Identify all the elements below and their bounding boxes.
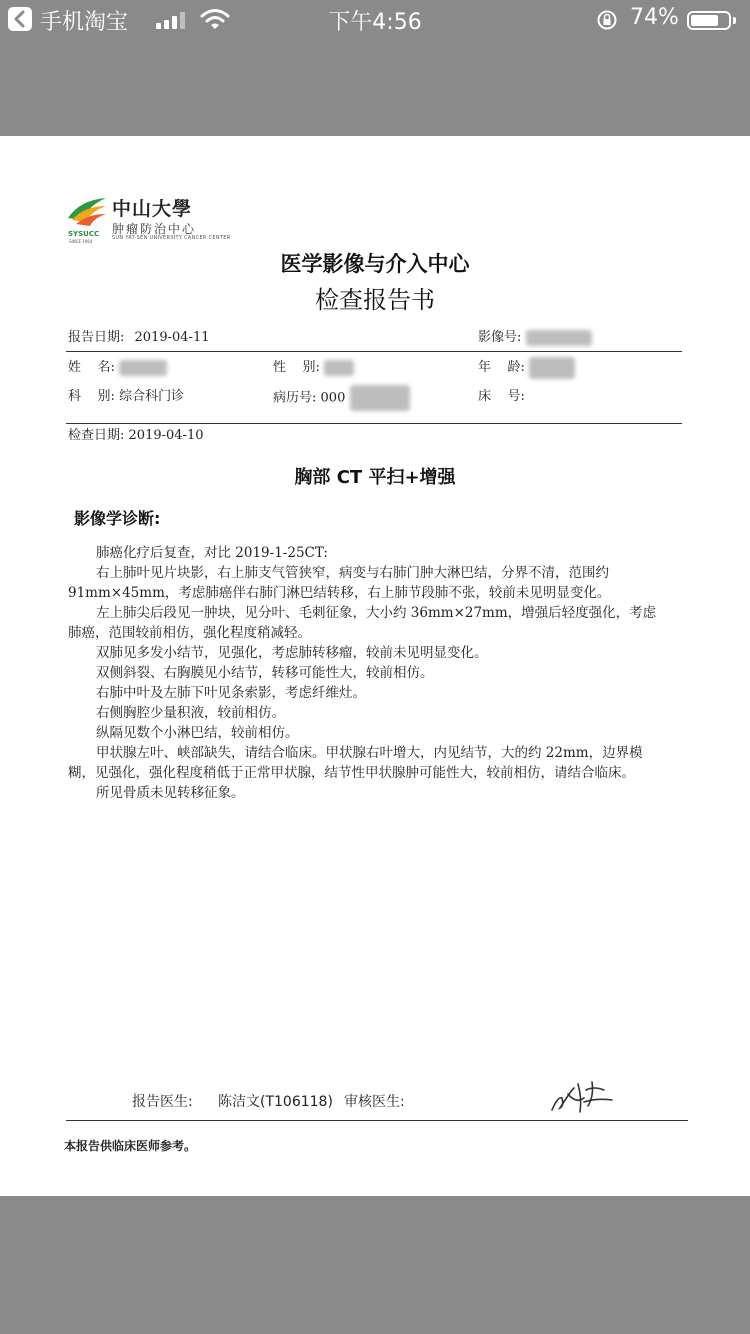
reporting-doctor-name: 陈洁文(T106118) bbox=[218, 1094, 333, 1110]
logo-center-name: 肿瘤防治中心 bbox=[112, 222, 197, 236]
clock-time: 下午4:56 bbox=[328, 10, 422, 35]
reviewing-doctor-label: 审核医生: bbox=[344, 1094, 405, 1110]
status-bar bbox=[0, 0, 750, 40]
footer-divider bbox=[66, 1120, 688, 1121]
finding-paragraph: 甲状腺左叶、峡部缺失，请结合临床。甲状腺右叶增大，内见结节，大的约 22mm，边界模糊，见强化，强化程度稍低于正常甲状腺，结节性甲状腺肿可能性大，较前相仿，请结合临床。 bbox=[68, 745, 643, 781]
hospital-emblem-icon bbox=[66, 194, 108, 230]
finding-paragraph: 右侧胸腔少量积液，较前相仿。 bbox=[96, 705, 285, 721]
header-divider-top bbox=[66, 351, 682, 352]
exam-date-field bbox=[68, 424, 203, 443]
gender-field bbox=[273, 356, 354, 376]
department-field bbox=[68, 385, 184, 404]
finding-paragraph: 左上肺尖后段见一肿块，见分叶、毛刺征象，大小约 36mm×27mm，增强后轻度强化，考虑肺癌，范围较前相仿，强化程度稍减轻。 bbox=[68, 605, 657, 641]
finding-paragraph: 所见骨质未见转移征象。 bbox=[96, 785, 245, 801]
report-document bbox=[0, 136, 750, 1196]
report-date-field bbox=[68, 326, 209, 345]
department-label: 科 别: bbox=[68, 389, 115, 404]
record-number-field bbox=[273, 385, 410, 411]
exam-date-value: 2019-04-10 bbox=[128, 428, 204, 443]
battery-icon bbox=[687, 11, 731, 30]
finding-paragraph: 右上肺叶见片块影，右上肺支气管狭窄，病变与右肺门肿大淋巴结，分界不清，范围约 91mm×45mm，考虑肺癌伴右肺门淋巴结转移，右上肺节段肺不张，较前未见明显变化。 bbox=[68, 565, 611, 601]
hospital-logo bbox=[66, 194, 231, 244]
logo-english-name: SUN YAT-SEN UNIVERSITY CANCER CENTER bbox=[112, 235, 231, 241]
exam-title: 胸部 CT 平扫+增强 bbox=[294, 467, 456, 488]
report-title: 检查报告书 bbox=[315, 286, 435, 314]
finding-paragraph: 肺癌化疗后复查，对比 2019-1-25CT: bbox=[96, 545, 328, 561]
image-number-label: 影像号: bbox=[478, 330, 522, 345]
back-app-name[interactable]: 手机淘宝 bbox=[40, 10, 129, 35]
finding-paragraph: 双肺见多发小结节，见强化，考虑肺转移瘤，较前未见明显变化。 bbox=[96, 645, 488, 661]
logo-abbreviation: SYSUCC bbox=[68, 230, 100, 238]
patient-name-redacted bbox=[119, 360, 167, 376]
logo-university-name: 中山大學 bbox=[112, 198, 193, 220]
diagnosis-heading: 影像学诊断: bbox=[74, 509, 161, 528]
exam-date-label: 检查日期: bbox=[68, 428, 125, 443]
diagnosis-body bbox=[68, 543, 668, 803]
age-field bbox=[478, 356, 575, 379]
bed-number-field bbox=[478, 385, 525, 404]
image-number-redacted bbox=[526, 330, 592, 346]
finding-paragraph: 右肺中叶及左肺下叶见条索影，考虑纤维灶。 bbox=[96, 685, 366, 701]
age-label: 年 龄: bbox=[478, 360, 525, 375]
department-value: 综合科门诊 bbox=[119, 389, 185, 404]
finding-paragraph: 双侧斜裂、右胸膜见小结节，转移可能性大，较前相仿。 bbox=[96, 665, 434, 681]
department-title: 医学影像与介入中心 bbox=[280, 252, 470, 276]
battery-level bbox=[691, 15, 718, 26]
patient-name-label: 姓 名: bbox=[68, 360, 115, 375]
battery-tip bbox=[733, 17, 736, 24]
age-redacted bbox=[529, 357, 575, 379]
report-date-label: 报告日期: bbox=[68, 330, 125, 345]
battery-percent: 74% bbox=[630, 5, 679, 30]
record-number-label: 病历号: bbox=[273, 390, 317, 406]
logo-since: SINCE 1964 bbox=[69, 239, 93, 244]
record-number-prefix: 000 bbox=[320, 390, 346, 406]
reporting-doctor-label: 报告医生: bbox=[132, 1094, 193, 1110]
record-number-redacted bbox=[350, 385, 410, 411]
bed-number-label: 床 号: bbox=[478, 389, 525, 404]
finding-paragraph: 纵隔见数个小淋巴结，较前相仿。 bbox=[96, 725, 299, 741]
report-date-value: 2019-04-11 bbox=[134, 330, 210, 345]
report-footnote: 本报告供临床医师参考。 bbox=[64, 1139, 197, 1153]
image-number-field bbox=[478, 326, 592, 346]
gender-label: 性 别: bbox=[273, 360, 320, 375]
patient-name-field bbox=[68, 356, 167, 376]
orientation-lock-icon bbox=[596, 9, 618, 37]
header-divider-bottom bbox=[66, 423, 682, 424]
reviewer-signature bbox=[548, 1076, 618, 1120]
gender-redacted bbox=[324, 360, 354, 376]
